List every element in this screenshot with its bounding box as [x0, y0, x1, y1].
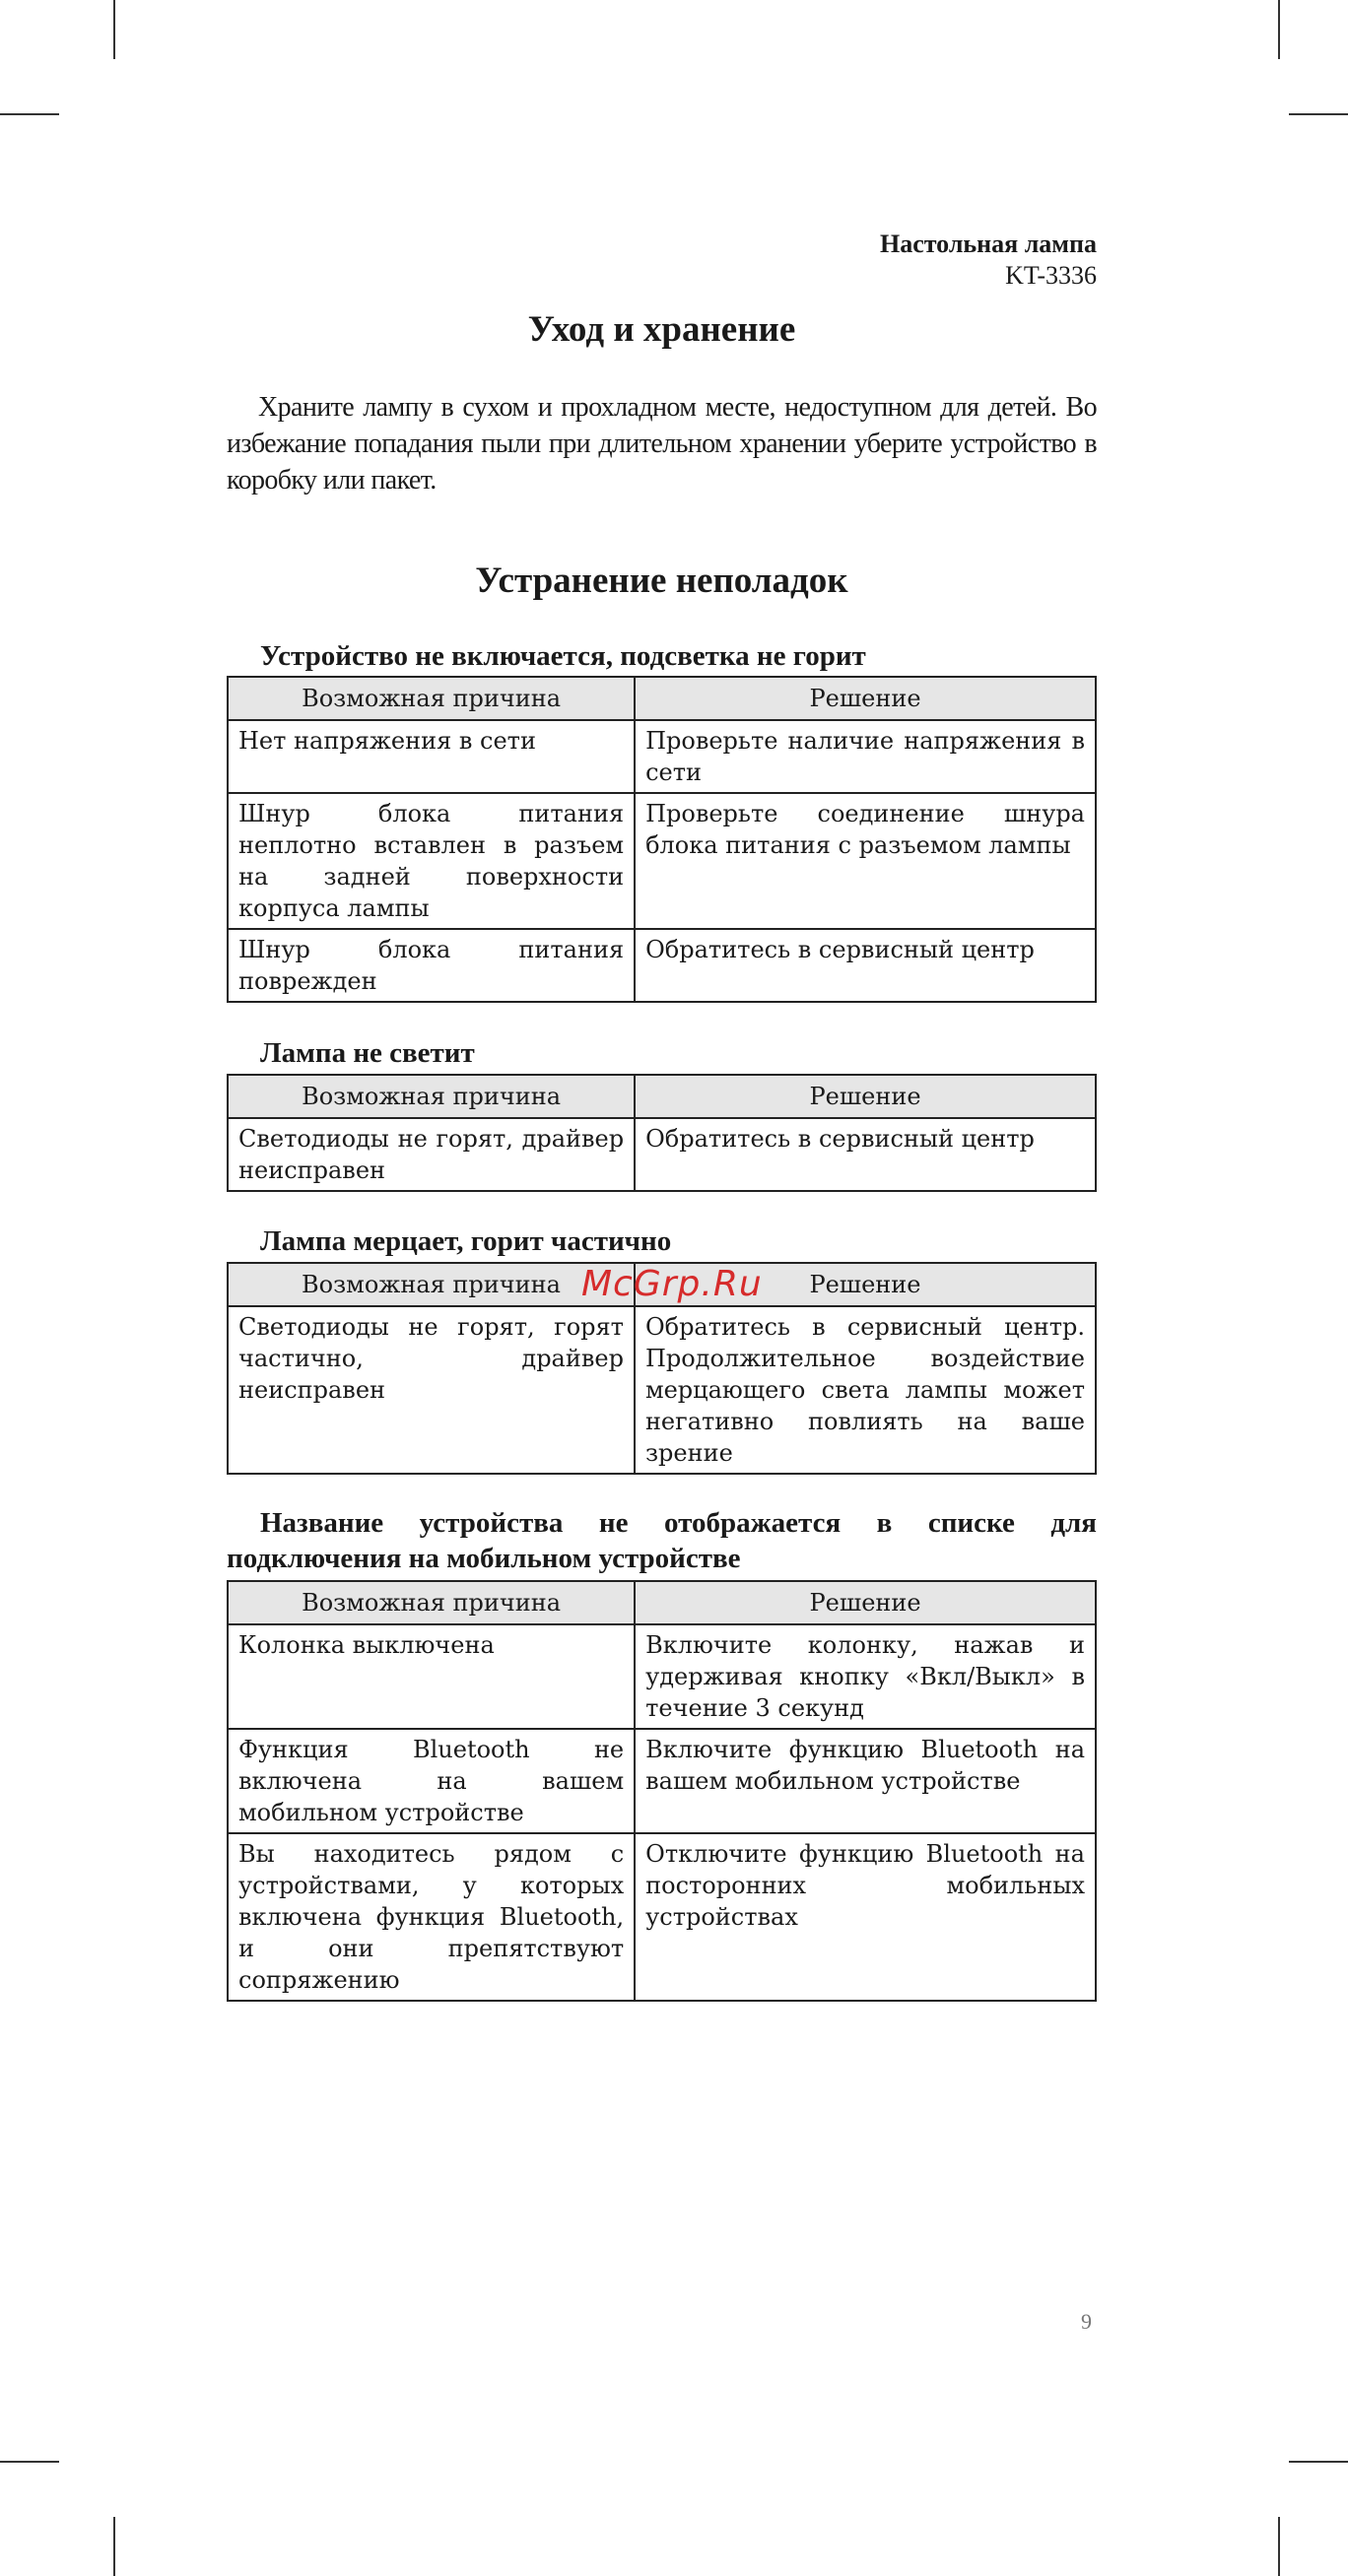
problem-title: Название устройства не отображается в списке для подключения на мобильном устройстве — [227, 1507, 1097, 1574]
running-header — [880, 229, 1097, 292]
troubleshooting-table — [227, 1580, 1097, 2002]
troubleshooting-section-title: Устранение неполадок — [475, 561, 848, 601]
table-row — [228, 1729, 1096, 1833]
column-header-cause: Возможная причина — [228, 1263, 635, 1306]
crop-mark-bottom-left — [113, 2517, 115, 2576]
cause-cell: Функция Bluetooth не включена на вашем мобильном устройстве — [228, 1729, 635, 1833]
crop-mark-bottom-left-h — [0, 2461, 59, 2463]
cause-cell: Шнур блока питания поврежден — [228, 929, 635, 1002]
table-header-row — [228, 677, 1096, 720]
table-row — [228, 720, 1096, 793]
watermark: McGrp.Ru — [581, 1264, 763, 1304]
solution-cell: Обратитесь в сервисный центр — [635, 929, 1096, 1002]
solution-cell: Отключите функцию Bluetooth на посторонних мобильных устройствах — [635, 1833, 1096, 2001]
solution-cell: Проверьте соединение шнура блока питания с разъемом лампы — [635, 793, 1096, 929]
crop-mark-top-left-h — [0, 113, 59, 115]
table-row — [228, 1833, 1096, 2001]
cause-cell: Колонка выключена — [228, 1624, 635, 1729]
column-header-solution: Решение — [635, 1075, 1096, 1118]
solution-cell: Обратитесь в сервисный центр. Продолжительное воздействие мерцающего света лампы может негативно повлиять на ваше зрение — [635, 1306, 1096, 1474]
table-header-row — [228, 1581, 1096, 1624]
cause-cell: Шнур блока питания неплотно вставлен в разъем на задней поверхности корпуса лампы — [228, 793, 635, 929]
problem-title: Лампа мерцает, горит частично — [260, 1225, 672, 1257]
table-row — [228, 1306, 1096, 1474]
solution-cell: Обратитесь в сервисный центр — [635, 1118, 1096, 1191]
problem-title: Лампа не светит — [260, 1037, 475, 1069]
product-name: Настольная лампа — [879, 230, 1097, 258]
crop-mark-bottom-right-h — [1289, 2461, 1348, 2463]
table-header-row — [228, 1075, 1096, 1118]
column-header-solution: Решение — [635, 677, 1096, 720]
care-paragraph: Храните лампу в сухом и прохладном месте, недоступном для детей. Во избежание попадания пыли при длительном хранении уберите устройство в коробку или пакет. — [227, 392, 1097, 495]
page-number: 9 — [1081, 2309, 1092, 2334]
problem-title: Устройство не включается, подсветка не горит — [260, 640, 866, 672]
table-row — [228, 1118, 1096, 1191]
column-header-solution: Решение — [635, 1581, 1096, 1624]
solution-cell: Включите функцию Bluetooth на вашем мобильном устройстве — [635, 1729, 1096, 1833]
troubleshooting-table — [227, 676, 1097, 1003]
crop-mark-top-right — [1278, 0, 1280, 59]
crop-mark-top-right-h — [1289, 113, 1348, 115]
cause-cell: Светодиоды не горят, драйвер неисправен — [228, 1118, 635, 1191]
column-header-cause: Возможная причина — [228, 1075, 635, 1118]
care-section-title: Уход и хранение — [527, 309, 796, 350]
cause-cell: Светодиоды не горят, горят частично, драйвер неисправен — [228, 1306, 635, 1474]
solution-cell: Проверьте наличие напряжения в сети — [635, 720, 1096, 793]
product-model: KT-3336 — [1005, 261, 1097, 290]
column-header-cause: Возможная причина — [228, 1581, 635, 1624]
crop-mark-bottom-right — [1278, 2517, 1280, 2576]
column-header-cause: Возможная причина — [228, 677, 635, 720]
column-header-solution: Решение — [635, 1263, 1096, 1306]
table-row — [228, 793, 1096, 929]
crop-mark-top-left — [113, 0, 115, 59]
cause-cell: Нет напряжения в сети — [228, 720, 635, 793]
table-row — [228, 1624, 1096, 1729]
table-row — [228, 929, 1096, 1002]
solution-cell: Включите колонку, нажав и удерживая кнопку «Вкл/Выкл» в течение 3 секунд — [635, 1624, 1096, 1729]
cause-cell: Вы находитесь рядом с устройствами, у которых включена функция Bluetooth, и они препятствуют сопряжению — [228, 1833, 635, 2001]
troubleshooting-table — [227, 1074, 1097, 1192]
